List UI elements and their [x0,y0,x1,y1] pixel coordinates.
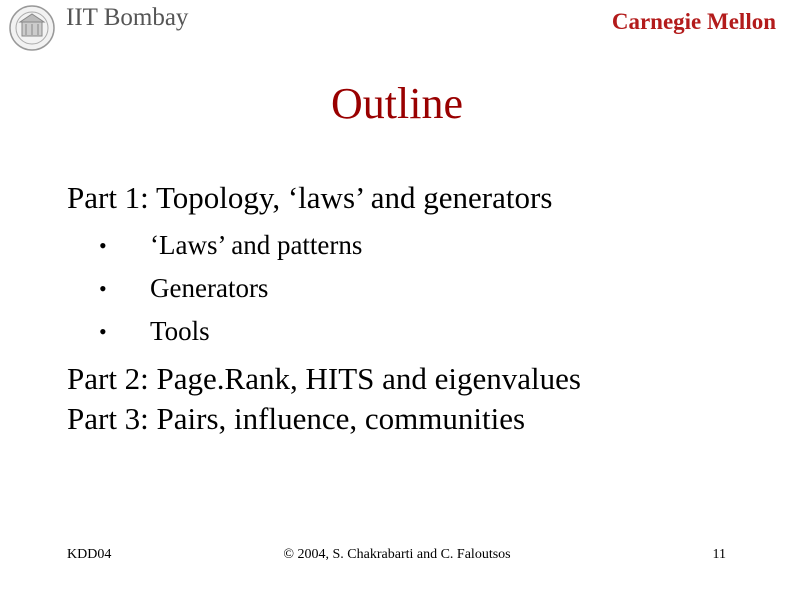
iit-bombay-logo-icon [6,4,58,52]
bullet-icon: • [99,233,107,258]
footer-page-number: 11 [712,547,726,562]
subitem [67,267,581,310]
outline-part-1: Part 1: Topology, ‘laws’ and generators [67,180,553,215]
subitem-label: Tools [150,316,210,346]
part-1-subitems [67,224,581,353]
outline-part-2: Part 2: Page.Rank, HITS and eigenvalues [67,361,581,396]
slide-title: Outline [331,79,463,128]
bullet-icon: • [99,276,107,301]
subitem-label: Generators [150,273,269,303]
subitem [67,310,581,353]
subitem-label: ‘Laws’ and patterns [150,230,363,260]
bullet-icon: • [99,319,107,344]
outline-part-3: Part 3: Pairs, influence, communities [67,401,526,436]
header-institution-left: IIT Bombay [66,4,189,31]
subitem [67,224,581,267]
footer-copyright: © 2004, S. Chakrabarti and C. Faloutsos [283,547,511,562]
outline-content [67,178,581,439]
footer-conference: KDD04 [67,547,112,562]
header-institution-right: Carnegie Mellon [611,9,776,34]
